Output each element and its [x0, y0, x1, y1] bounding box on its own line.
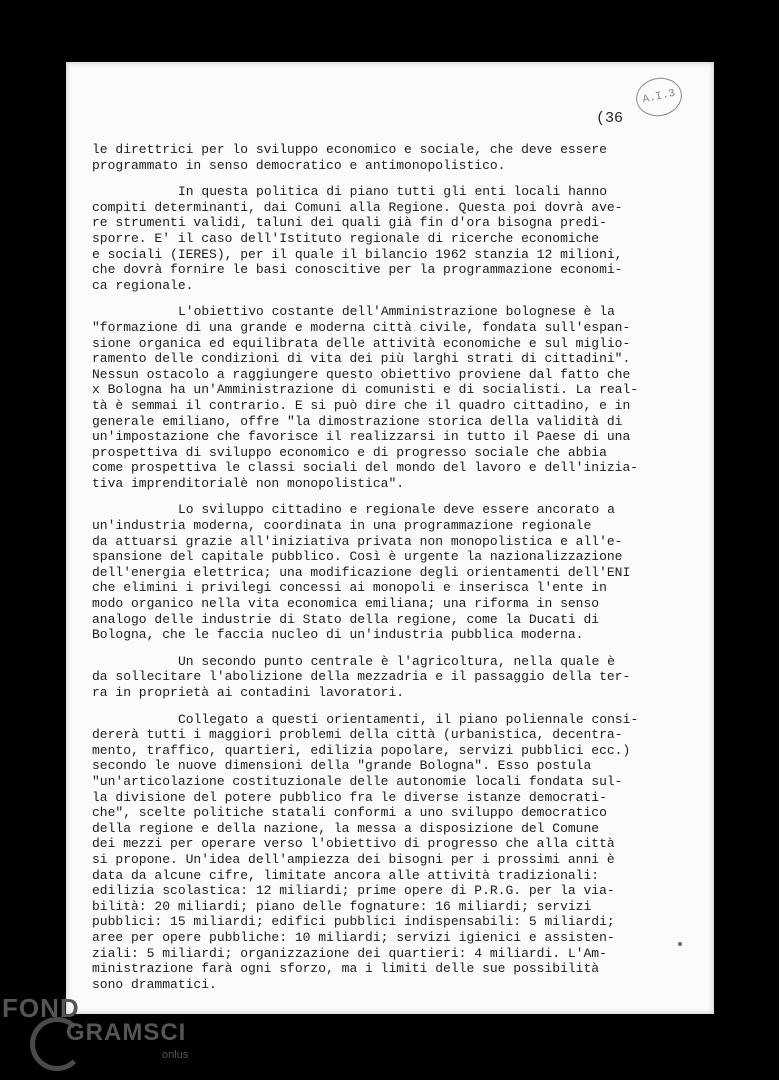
watermark-gramsci: GRAMSCI	[66, 1019, 187, 1046]
text-line: ca regionale.	[92, 277, 194, 293]
text-line: la divisione del potere pubblico fra le diverse istanze democrati-	[92, 789, 607, 805]
paragraph	[92, 712, 712, 993]
text-line: data da alcune cifre, limitate ancora alle attività tradizionali:	[92, 867, 600, 883]
watermark-onlus: onlus	[162, 1049, 189, 1061]
text-line: prospettiva di sviluppo economico e di progresso sociale che abbia	[92, 444, 607, 460]
text-line: ramento delle condizioni di vita dei più larghi strati di cittadini".	[92, 351, 631, 367]
paragraph	[92, 502, 712, 642]
text-line: In questa politica di piano tutti gli enti locali hanno	[178, 184, 608, 200]
speck-mark	[678, 942, 682, 946]
text-line: Collegato a questi orientamenti, il piano poliennale consi-	[178, 711, 639, 727]
text-line: Lo sviluppo cittadino e regionale deve essere ancorato a	[178, 502, 615, 518]
text-line: re strumenti validi, taluni dei quali già fin d'ora bisogna predi-	[92, 215, 607, 231]
text-line: che dovrà fornire le basi conoscitive per la programmazione economi-	[92, 262, 623, 278]
text-line: programmato in senso democratico e antimonopolistico.	[92, 157, 506, 173]
paragraph	[92, 184, 712, 293]
text-line: sione organica ed equilibrata delle attività economiche e sul miglio-	[92, 335, 631, 351]
text-line: da attuarsi grazie all'iniziativa privata non monopolistica e all'e-	[92, 533, 623, 549]
page-number: (36	[596, 110, 624, 127]
text-line: mento, traffico, quartieri, edilizia popolare, servizi pubblici ecc.)	[92, 742, 631, 758]
text-line: ra in proprietà ai contadini lavoratori.	[92, 685, 405, 700]
text-line: della regione e della nazione, la messa a disposizione del Comune	[92, 820, 600, 836]
text-line: un'impostazione che favorisce il realizzarsi in tutto il Paese di una	[92, 429, 631, 445]
text-line: che elimini i privilegi concessi ai monopoli e inserisca l'ente in	[92, 580, 607, 596]
archive-watermark	[2, 993, 202, 1079]
text-line: compiti determinanti, dai Comuni alla Regione. Questa poi dovrà ave-	[92, 199, 623, 215]
text-line: "un'articolazione costituzionale delle autonomie locali fondata sul-	[92, 773, 623, 789]
text-line: L'obiettivo costante dell'Amministrazione bolognese è la	[178, 304, 615, 320]
text-line: edilizia scolastica: 12 miliardi; prime opere di P.R.G. per la via-	[92, 883, 615, 899]
text-line: tà è semmai il contrario. E si può dire che il quadro cittadino, e in	[92, 397, 631, 413]
text-line: le direttrici per lo sviluppo economico e sociale, che deve essere	[92, 142, 607, 157]
text-line: ziali: 5 miliardi; organizzazione dei quartieri: 4 miliardi. L'Am-	[92, 945, 607, 961]
text-line: Bologna, che le faccia nucleo di un'industria pubblica moderna.	[92, 627, 584, 643]
text-line: ministrazione farà ogni sforzo, ma i limiti delle sue possibilità	[92, 961, 600, 977]
text-line: aree per opere pubbliche: 10 miliardi; servizi igienici e assisten-	[92, 929, 615, 945]
text-line: x Bologna ha un'Amministrazione di comunisti e di socialisti. La real-	[92, 382, 639, 398]
text-line: generale emiliano, offre "la dimostrazione storica della validità di	[92, 413, 623, 429]
text-line: un'industria moderna, coordinata in una programmazione regionale	[92, 518, 592, 534]
text-line: modo organico nella vita economica emiliana; una riforma in senso	[92, 596, 600, 612]
text-line: spansione del capitale pubblico. Così è urgente la nazionalizzazione	[92, 549, 623, 565]
text-line: sporre. E' il caso dell'Istituto regionale di ricerche economiche	[92, 230, 600, 246]
typewritten-text	[92, 142, 712, 1003]
paragraph	[92, 654, 712, 701]
paragraph	[92, 142, 712, 173]
text-line: come prospettiva le classi sociali del mondo del lavoro e dell'inizia-	[92, 460, 639, 476]
document-page	[66, 62, 714, 1014]
text-line: tiva imprenditorialè non monopolistica".	[92, 475, 405, 491]
archive-stamp: A.I.3	[633, 74, 686, 121]
text-line: pubblici: 15 miliardi; edifici pubblici indispensabili: 5 miliardi;	[92, 914, 615, 930]
text-line: dei mezzi per operare verso l'obiettivo di progresso che alla città	[92, 836, 615, 852]
text-line: si propone. Un'idea dell'ampiezza dei bisogni per i prossimi anni è	[92, 851, 615, 867]
text-line: che", scelte politiche statali conformi a uno sviluppo democratico	[92, 805, 607, 821]
text-line: Nessun ostacolo a raggiungere questo obiettivo proviene dal fatto che	[92, 366, 631, 382]
watermark-fond: FOND	[2, 993, 80, 1023]
text-line: analogo delle industrie di Stato della regione, come la Ducati di	[92, 611, 600, 627]
paragraph	[92, 304, 712, 491]
text-line: sono drammatici.	[92, 976, 217, 992]
text-line: secondo le nuove dimensioni della "grande Bologna". Esso postula	[92, 758, 592, 774]
text-line: Un secondo punto centrale è l'agricoltura, nella quale è	[178, 653, 615, 669]
text-line: dell'energia elettrica; una modificazione degli orientamenti dell'ENI	[92, 564, 631, 580]
text-line: dererà tutti i maggiori problemi della città (urbanistica, decentra-	[92, 727, 623, 743]
text-line: da sollecitare l'abolizione della mezzadria e il passaggio della ter-	[92, 669, 631, 685]
text-line: bilità: 20 miliardi; piano delle fognature: 16 miliardi; servizi	[92, 898, 592, 914]
text-line: "formazione di una grande e moderna città civile, fondata sull'espan-	[92, 319, 631, 335]
text-line: e sociali (IERES), per il quale il bilancio 1962 stanzia 12 milioni,	[92, 246, 623, 262]
